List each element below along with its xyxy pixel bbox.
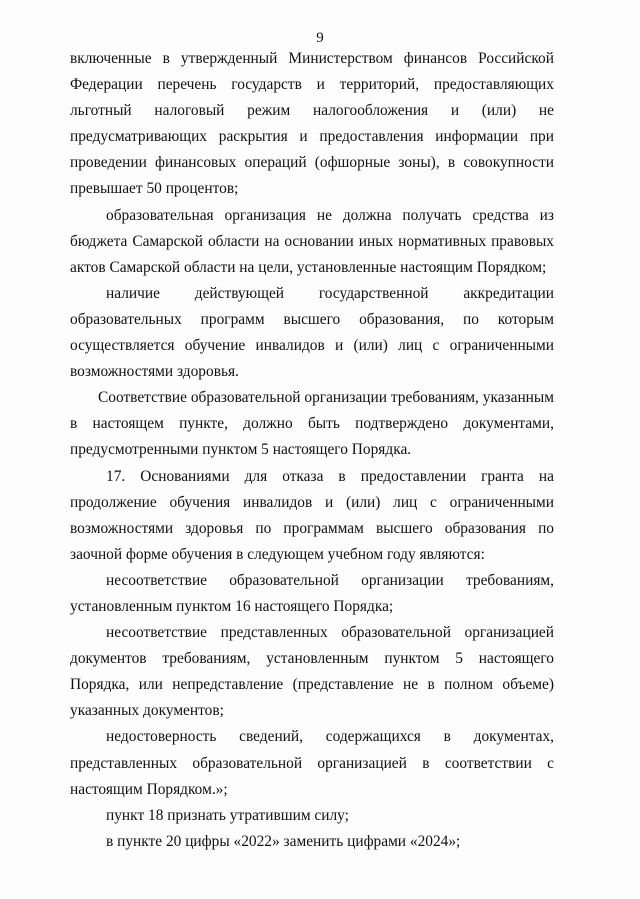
paragraph-refusal-reason-2: несоответствие представленных образовательной организацией документов требованиям, установленным пунктом 5 настоящего Порядка, или непредставление (представление не в полном объеме) указанных документов; <box>70 624 554 720</box>
paragraph-compliance-confirmation: Соответствие образовательной организации требованиям, указанным в настоящем пункте, должно быть подтверждено документами, предусмотренными пунктом 5 настоящего Порядка. <box>70 389 554 459</box>
paragraph-refusal-reason-3: недостоверность сведений, содержащихся в документах, представленных образовательной организацией в соответствии с настоящим Порядком.»; <box>70 728 554 798</box>
paragraph-budget-funds-condition: образовательная организация не должна получать средства из бюджета Самарской области на основании иных нормативных правовых актов Самарской области на цели, установленные настоящим Порядком; <box>70 206 554 276</box>
page-number: 9 <box>316 30 324 46</box>
paragraph-accreditation-condition: наличие действующей государственной аккредитации образовательных программ высшего образования, по которым осуществляется обучение инвалидов и (или) лиц с ограниченными возможностями здоровья. <box>70 284 554 381</box>
document-body <box>70 46 554 855</box>
paragraph-item-17: 17. Основаниями для отказа в предоставлении гранта на продолжение обучения инвалидов и (или) лиц с ограниченными возможностями здоровья по программам высшего образования по заочной форме обучения в следующем учебном году являются: <box>70 467 554 563</box>
paragraph-item-18-amendment: пункт 18 признать утратившим силу; <box>106 806 349 824</box>
paragraph-offshore-condition: включенные в утвержденный Министерством финансов Российской Федерации перечень государств и территорий, предоставляющих льготный налоговый режим налогообложения и (или) не предусматривающих раскрытия и предоставления информации при проведении финансовых операций (офшорные зоны), в совокупности превышает 50 процентов; <box>70 50 554 198</box>
paragraph-refusal-reason-1: несоответствие образовательной организации требованиям, установленным пунктом 16 настоящего Порядка; <box>70 571 554 615</box>
paragraph-item-20-amendment: в пункте 20 цифры «2022» заменить цифрами «2024»; <box>106 832 461 850</box>
